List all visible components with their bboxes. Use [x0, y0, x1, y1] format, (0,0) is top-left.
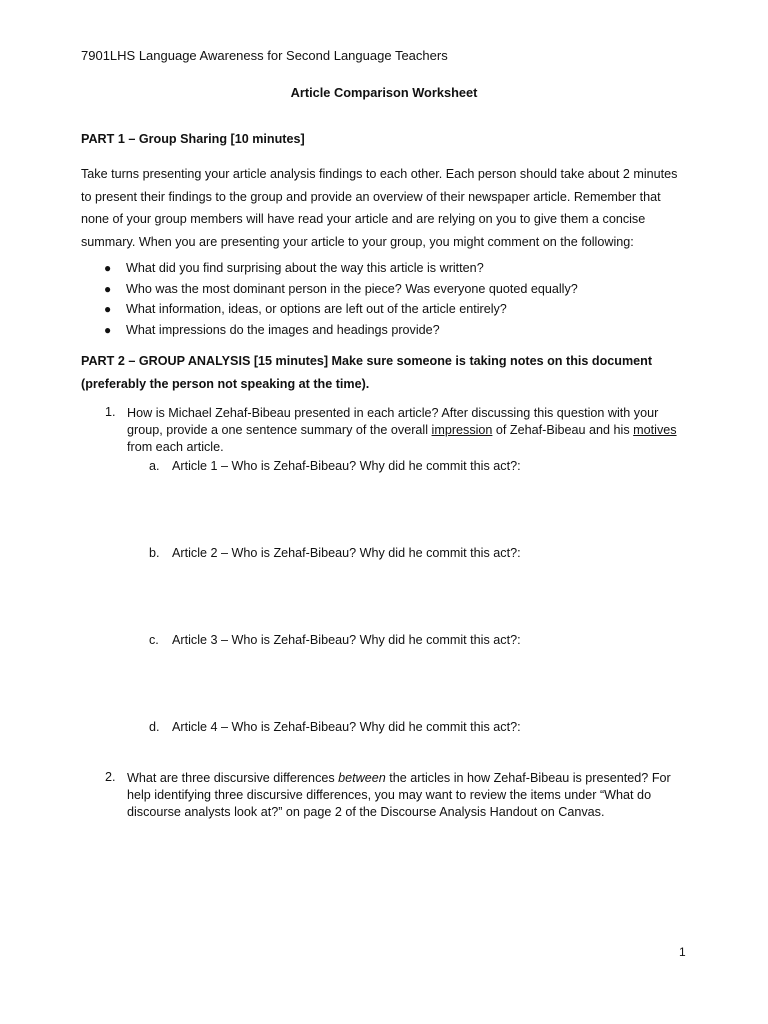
bullet-icon: ● — [104, 302, 112, 316]
question-1-text: How is Michael Zehaf-Bibeau presented in each article? After discussing this question with your group, provide a one sentence summary of the overall impression of Zehaf-Bibeau and his motives from each article. — [127, 406, 677, 454]
part1-heading: PART 1 – Group Sharing [10 minutes] — [81, 132, 305, 146]
subitem-a-text: Article 1 – Who is Zehaf-Bibeau? Why did he commit this act?: — [172, 459, 521, 473]
list-item: ● What information, ideas, or options are left out of the article entirely? — [104, 299, 664, 320]
part1-paragraph: Take turns presenting your article analysis findings to each other. Each person should take about 2 minutes to present their findings to the group and provide an overview of their newspaper article. Remember that none of your group members will have read your article and are relying on you to give them a concise summary. When you are presenting your article to your group, you might comment on the following: — [81, 167, 678, 249]
list-item: ● What did you find surprising about the way this article is written? — [104, 258, 664, 279]
list-item: ● Who was the most dominant person in the piece? Was everyone quoted equally? — [104, 279, 664, 300]
underlined-impression: impression — [431, 423, 493, 437]
worksheet-title: Article Comparison Worksheet — [290, 85, 478, 100]
course-title: 7901LHS Language Awareness for Second Language Teachers — [81, 48, 448, 63]
subitem-d-letter: d. — [149, 720, 160, 734]
subitem-c-letter: c. — [149, 633, 159, 647]
bullet-icon: ● — [104, 322, 112, 337]
bullet-icon: ● — [104, 261, 112, 275]
question-2-number: 2. — [105, 770, 116, 784]
bullet-icon: ● — [104, 281, 112, 296]
subitem-d-text: Article 4 – Who is Zehaf-Bibeau? Why did he commit this act?: — [172, 720, 521, 734]
subitem-a-letter: a. — [149, 459, 160, 473]
question-2-text: What are three discursive differences between the articles in how Zehaf-Bibeau is presented? For help identifying three discursive differences, you may want to review the items under “What do discourse analysts look at?” on page 2 of the Discourse Analysis Handout on Canvas. — [127, 771, 671, 819]
question-1-number: 1. — [105, 405, 116, 419]
subitem-c-text: Article 3 – Who is Zehaf-Bibeau? Why did he commit this act?: — [172, 633, 521, 647]
subitem-b-text: Article 2 – Who is Zehaf-Bibeau? Why did he commit this act?: — [172, 546, 521, 560]
page-number: 1 — [679, 945, 686, 959]
list-item: ● What impressions do the images and headings provide? — [104, 320, 664, 341]
part2-heading: PART 2 – GROUP ANALYSIS [15 minutes] Make sure someone is taking notes on this document (preferably the person not speaking at the time). — [81, 354, 653, 391]
underlined-motives: motives — [633, 423, 677, 437]
emphasis-between: between — [338, 771, 386, 785]
subitem-b-letter: b. — [149, 546, 160, 560]
part1-bullet-list — [104, 258, 664, 340]
